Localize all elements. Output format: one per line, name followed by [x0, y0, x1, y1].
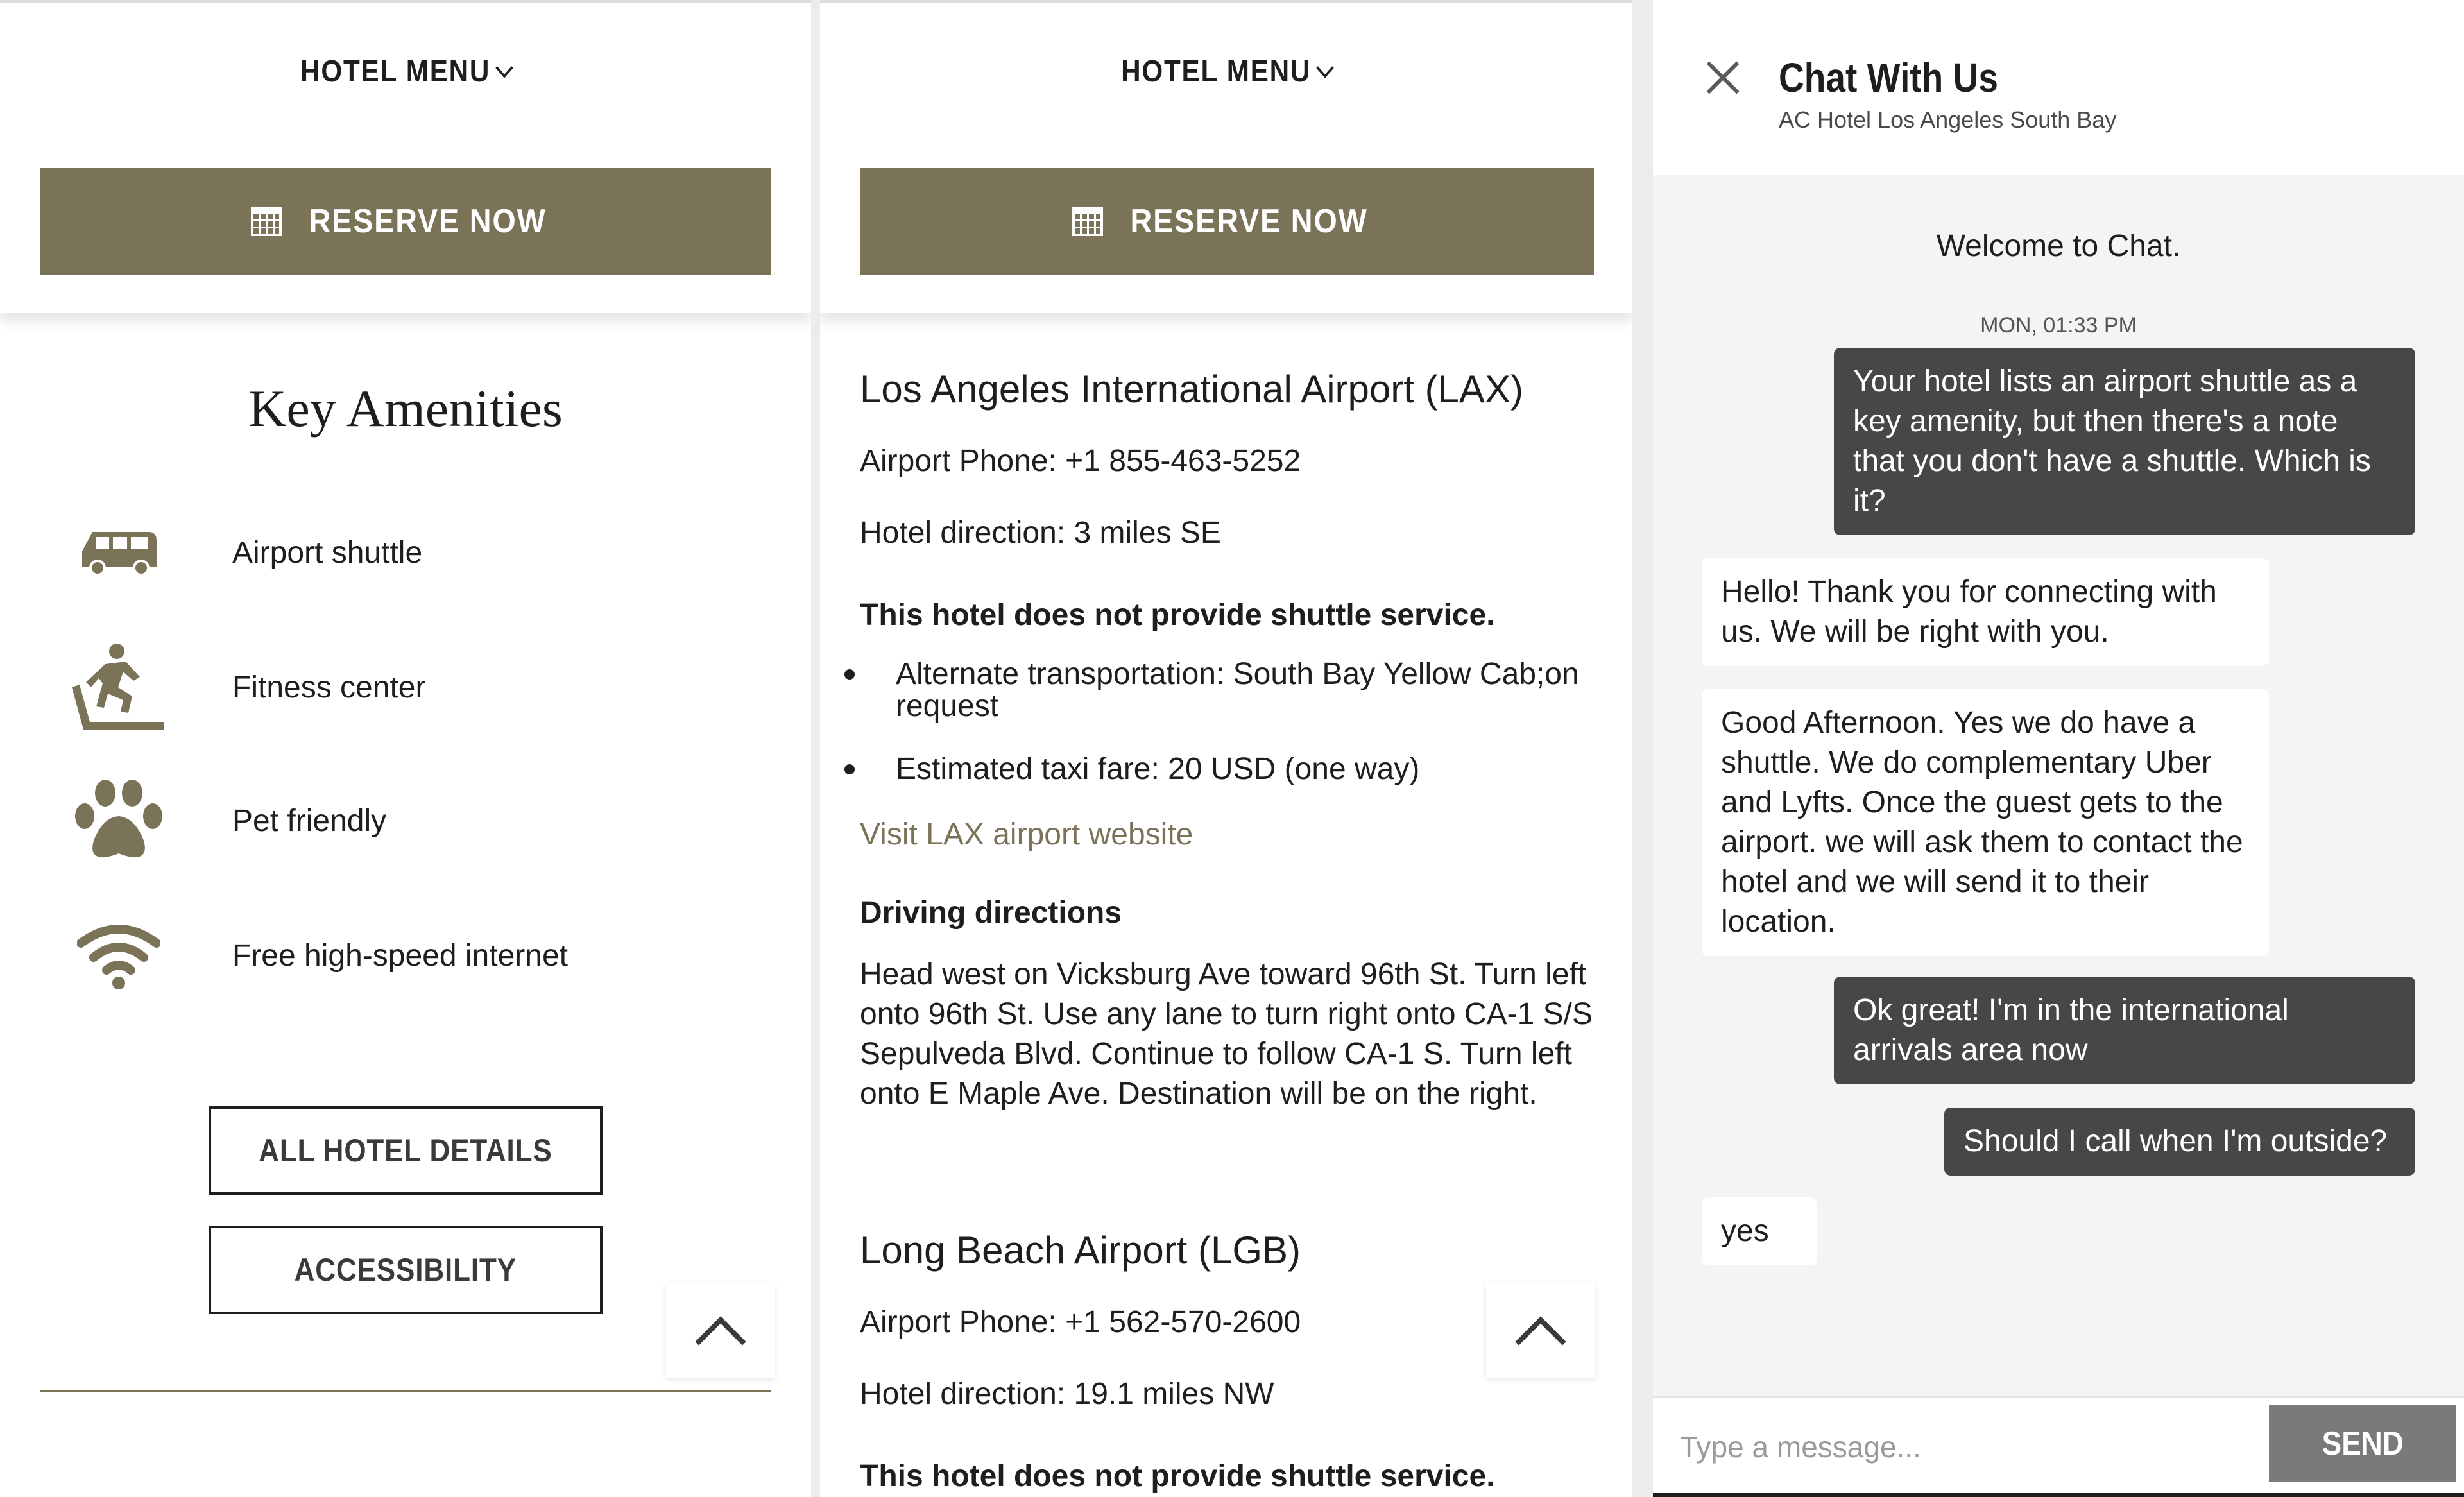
bullet-icon: [844, 764, 855, 774]
key-amenities-title: Key Amenities: [248, 379, 563, 438]
paw-icon: [71, 773, 167, 869]
chevron-down-icon: [1317, 58, 1334, 78]
bullet-text: Estimated taxi fare: 20 USD (one way): [896, 752, 1420, 786]
amenity-label: Fitness center: [232, 670, 426, 705]
fitness-icon: [71, 639, 167, 735]
driving-directions-text: Head west on Vicksburg Ave toward 96th St. Turn left onto 96th St. Use any lane to turn right onto CA-1 S/S Sepulveda Blvd. Continue to follow CA-1 S. Turn left onto E Maple Ave. Destination will be on the right.: [860, 957, 1593, 1111]
chat-message-incoming: Hello! Thank you for connecting with us. We will be right with you.: [1702, 558, 2269, 666]
amenity-label: Airport shuttle: [232, 535, 423, 570]
divider: [1653, 1493, 2464, 1497]
chat-message-incoming: yes: [1702, 1197, 1817, 1265]
shuttle-note: This hotel does not provide shuttle service.: [860, 598, 1495, 632]
chat-title: Chat With Us: [1779, 55, 1998, 101]
list-item: [896, 753, 1607, 785]
shuttle-note: This hotel does not provide shuttle service.: [860, 1459, 1495, 1493]
airport-phone: Airport Phone: +1 855-463-5252: [860, 444, 1301, 478]
chevron-down-icon: [496, 58, 513, 78]
wifi-icon: [71, 907, 167, 1004]
hotel-menu-label: HOTEL MENU: [300, 55, 491, 89]
calendar-icon: [1072, 207, 1103, 236]
airport-website-link[interactable]: Visit LAX airport website: [860, 817, 1194, 851]
chat-message-incoming: Good Afternoon. Yes we do have a shuttle. We do complementary Uber and Lyfts. Once the guest gets to the airport. we will ask them to contact the hotel and we will send it to their location.: [1702, 689, 2269, 956]
hotel-menu-label: HOTEL MENU: [1121, 55, 1312, 89]
shuttle-icon: [71, 504, 167, 601]
chat-message-outgoing: Ok great! I'm in the international arrivals area now: [1834, 977, 2415, 1084]
airport-info-panel: [820, 0, 1632, 1497]
message-input[interactable]: [1680, 1421, 2225, 1473]
airport-name: Los Angeles International Airport (LAX): [860, 368, 1523, 411]
chevron-up-icon: [1515, 1316, 1566, 1367]
airport-name: Long Beach Airport (LGB): [860, 1229, 1301, 1272]
hotel-direction: Hotel direction: 3 miles SE: [860, 516, 1221, 550]
all-hotel-details-label: ALL HOTEL DETAILS: [259, 1133, 552, 1168]
chevron-up-icon: [695, 1316, 746, 1367]
amenity-label: Pet friendly: [232, 803, 387, 838]
chat-composer: [1653, 1396, 2464, 1497]
airport-phone: Airport Phone: +1 562-570-2600: [860, 1305, 1301, 1339]
amenity-item: [71, 773, 776, 869]
amenity-item: [71, 639, 776, 735]
accessibility-button[interactable]: [209, 1226, 603, 1314]
accessibility-label: ACCESSIBILITY: [294, 1252, 517, 1288]
reserve-now-label: RESERVE NOW: [309, 203, 547, 240]
hotel-amenities-panel: [0, 0, 811, 1497]
chat-message-outgoing: Should I call when I'm outside?: [1944, 1108, 2415, 1176]
hotel-menu-dropdown[interactable]: [49, 54, 762, 89]
reserve-now-label: RESERVE NOW: [1130, 203, 1369, 240]
chat-panel: [1653, 0, 2464, 1497]
back-to-top-button[interactable]: [1486, 1283, 1595, 1378]
chat-timestamp: MON, 01:33 PM: [1980, 313, 2137, 338]
all-hotel-details-button[interactable]: [209, 1106, 603, 1195]
reserve-now-button[interactable]: [860, 168, 1594, 275]
bullet-text: Alternate transportation: South Bay Yellow Cab;on request: [896, 657, 1579, 723]
chat-subtitle: AC Hotel Los Angeles South Bay: [1779, 107, 2117, 133]
amenity-item: [71, 504, 776, 601]
divider: [40, 1390, 771, 1392]
reserve-now-button[interactable]: [40, 168, 771, 275]
hotel-header: [0, 0, 811, 313]
send-label: SEND: [2322, 1425, 2404, 1462]
chat-welcome: Welcome to Chat.: [1936, 229, 2181, 263]
back-to-top-button[interactable]: [666, 1283, 775, 1378]
panel-divider: [811, 0, 820, 1497]
amenity-label: Free high-speed internet: [232, 938, 568, 973]
chat-header: [1653, 0, 2464, 175]
close-icon[interactable]: [1700, 55, 1745, 100]
hotel-menu-dropdown[interactable]: [869, 54, 1584, 89]
chat-message-outgoing: Your hotel lists an airport shuttle as a key amenity, but then there's a note that you don't have a shuttle. Which is it?: [1834, 348, 2415, 535]
send-button[interactable]: [2269, 1405, 2456, 1482]
driving-directions-heading: Driving directions: [860, 896, 1122, 930]
panel-divider: [1632, 0, 1653, 1497]
hotel-header: [820, 0, 1632, 313]
list-item: [896, 658, 1607, 723]
bullet-icon: [844, 669, 855, 680]
calendar-icon: [251, 207, 282, 236]
hotel-direction: Hotel direction: 19.1 miles NW: [860, 1377, 1274, 1411]
amenity-item: [71, 907, 776, 1004]
